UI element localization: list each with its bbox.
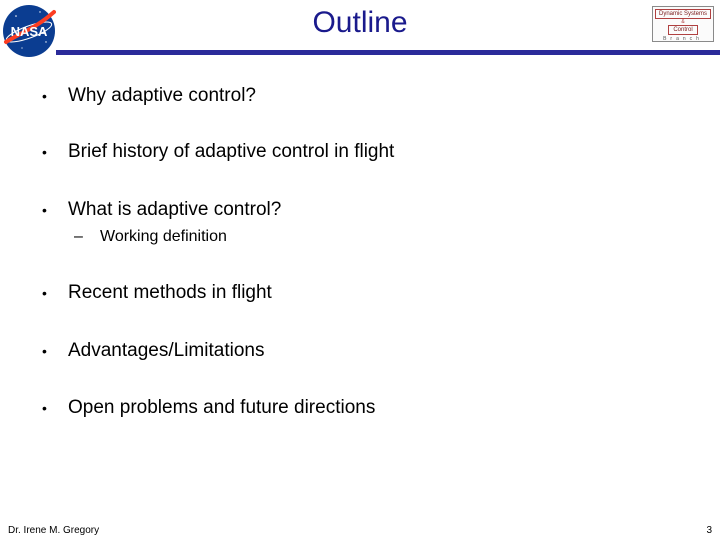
bullet-dot-icon: • — [42, 88, 47, 104]
branch-logo-ampersand: & — [681, 19, 685, 25]
branch-logo-line3: Branch — [663, 36, 703, 42]
bullet-dot-icon: • — [42, 285, 47, 301]
bullet-text: Brief history of adaptive control in flight — [68, 141, 395, 162]
sub-bullet-dash-icon: – — [74, 228, 83, 245]
bullet-item — [42, 340, 264, 362]
bullet-item — [42, 397, 375, 419]
page-number: 3 — [706, 525, 712, 536]
bullet-text: What is adaptive control? — [68, 199, 282, 220]
bullet-item — [42, 85, 256, 107]
bullet-text: Open problems and future directions — [68, 397, 376, 418]
branch-logo-line1: Dynamic Systems — [655, 9, 711, 19]
author-footer: Dr. Irene M. Gregory — [8, 525, 100, 536]
bullet-item — [42, 141, 394, 163]
bullet-item — [42, 199, 281, 221]
branch-logo-line2: Control — [668, 25, 698, 35]
bullet-text: Recent methods in flight — [68, 282, 272, 303]
bullet-dot-icon: • — [42, 202, 47, 218]
bullet-dot-icon: • — [42, 343, 47, 359]
bullet-dot-icon: • — [42, 144, 47, 160]
bullet-text: Why adaptive control? — [68, 85, 256, 106]
sub-bullet-text: Working definition — [100, 228, 227, 245]
bullet-dot-icon: • — [42, 400, 47, 416]
svg-text:NASA: NASA — [10, 24, 48, 39]
bullet-item — [42, 282, 272, 304]
bullet-text: Advantages/Limitations — [68, 340, 265, 361]
sub-bullet-item — [74, 228, 227, 246]
slide-title: Outline — [312, 6, 408, 39]
